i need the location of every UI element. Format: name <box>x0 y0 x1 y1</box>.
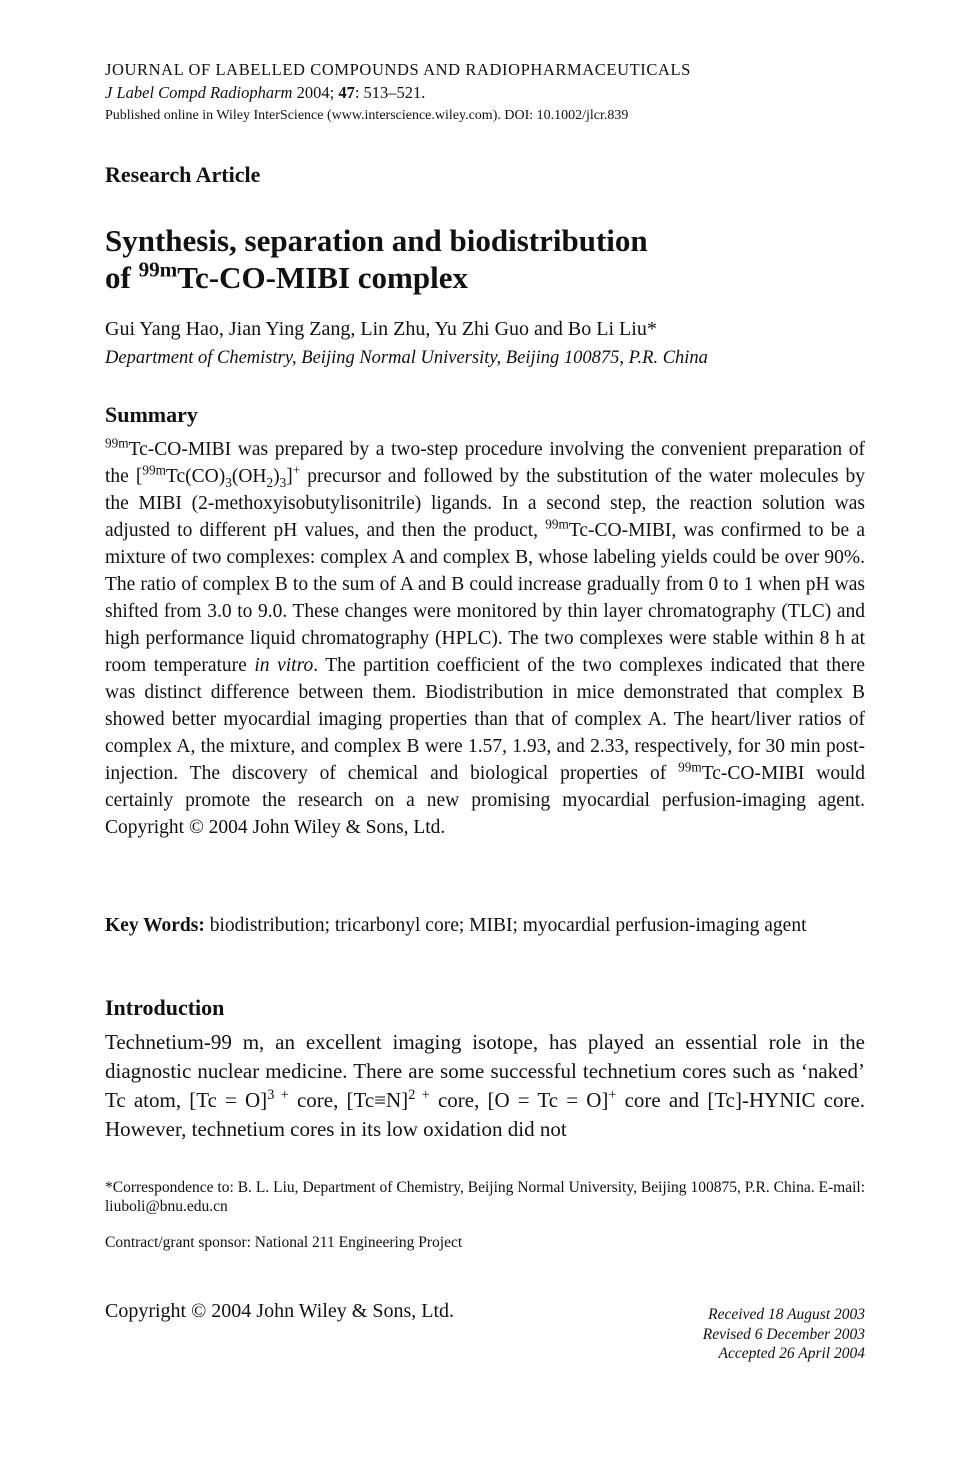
authors: Gui Yang Hao, Jian Ying Zang, Lin Zhu, Yu Zhi Guo and Bo Li Liu* <box>105 318 657 340</box>
title-of: of <box>105 260 131 295</box>
intro-part-3: core, [O = Tc = O] <box>429 1088 609 1112</box>
isotope-sup: 99m <box>678 759 702 775</box>
history-dates <box>560 1305 865 1364</box>
title-rest: Tc-CO-MIBI complex <box>177 260 468 295</box>
article-title <box>105 222 865 296</box>
intro-part-2: core, [Tc≡N] <box>288 1088 409 1112</box>
isotope-sup: 99m <box>142 462 166 478</box>
charge-plus: + <box>292 462 301 478</box>
correspondence-footnote: *Correspondence to: B. L. Liu, Department of Chemistry, Beijing Normal University, Beijing 100875, P.R. China. E-mail: liuboli@bnu.edu.cn <box>105 1179 865 1215</box>
summary-part-1d: ) <box>273 466 280 487</box>
citation-volume: 47 <box>338 83 355 102</box>
summary-part-1b: Tc(CO) <box>165 466 226 487</box>
summary-heading: Summary <box>105 402 198 427</box>
key-words-text: biodistribution; tricarbonyl core; MIBI; myocardial perfusion-imaging agent <box>204 915 807 936</box>
citation-journal: J Label Compd Radiopharm <box>105 83 293 102</box>
summary-part-1e: ] <box>286 466 293 487</box>
revised-date: Revised 6 December 2003 <box>702 1325 865 1343</box>
isotope-sup: 99m <box>545 516 569 532</box>
charge-sup: 3 + <box>267 1087 289 1103</box>
summary-part-1f: precursor and followed by the substitution of the water molecules by the MIBI (2-methoxyisobutylisonitrile) ligands. In a second step, the reaction solution was adjusted to different pH values, and then the product, <box>105 466 865 541</box>
title-isotope: 99m <box>138 257 178 282</box>
introduction-text <box>105 1028 865 1144</box>
key-words <box>105 912 865 940</box>
summary-text <box>105 436 865 841</box>
summary-part-1a: Tc-CO-MIBI was prepared by a two-step procedure involving the convenient preparation of the [ <box>105 439 865 487</box>
summary-part-1c: (OH <box>231 466 267 487</box>
key-words-label: Key Words: <box>105 915 205 936</box>
affiliation: Department of Chemistry, Beijing Normal University, Beijing 100875, P.R. China <box>105 348 708 368</box>
subscript-2: 2 <box>266 474 274 490</box>
citation-pages: : 513–521. <box>354 83 426 102</box>
intro-part-4: core and [Tc]-HYNIC core. However, technetium cores in its low oxidation did not <box>105 1088 866 1141</box>
subscript-3: 3 <box>279 474 287 490</box>
journal-name: JOURNAL OF LABELLED COMPOUNDS AND RADIOPHARMACEUTICALS <box>105 60 691 79</box>
in-vitro: in vitro <box>254 655 314 676</box>
citation-year: 2004; <box>296 83 335 102</box>
introduction-heading: Introduction <box>105 995 225 1020</box>
article-type: Research Article <box>105 162 261 187</box>
citation <box>105 83 865 103</box>
summary-part-3: . The partition coefficient of the two complexes indicated that there was distinct difference between them. Biodistribution in mice demonstrated that complex B showed better myocardial imaging properties than that of complex A. The heart/liver ratios of complex A, the mixture, and complex B were 1.57, 1.93, and 2.33, respectively, for 30 min post-injection. The discovery of chemical and biological properties of <box>105 655 865 784</box>
accepted-date: Accepted 26 April 2004 <box>718 1345 865 1362</box>
footer-copyright: Copyright © 2004 John Wiley & Sons, Ltd. <box>105 1300 455 1322</box>
published-online: Published online in Wiley InterScience (www.interscience.wiley.com). DOI: 10.1002/jlcr.839 <box>105 108 629 123</box>
charge-sup: + <box>608 1087 617 1103</box>
title-line-1: Synthesis, separation and biodistribution <box>105 223 648 258</box>
summary-part-4: Tc-CO-MIBI would certainly promote the research on a new promising myocardial perfusion-imaging agent. Copyright © 2004 John Wiley & Sons, Ltd. <box>105 763 865 838</box>
summary-part-2: Tc-CO-MIBI, was confirmed to be a mixture of two complexes: complex A and complex B, whose labeling yields could be over 90%. The ratio of complex B to the sum of A and B could increase gradually from 0 to 1 when pH was shifted from 3.0 to 9.0. These changes were monitored by thin layer chromatography (TLC) and high performance liquid chromatography (HPLC). The two complexes were stable within 8 h at room temperature <box>105 520 865 676</box>
isotope-sup: 99m <box>105 435 129 451</box>
grant-sponsor: Contract/grant sponsor: National 211 Engineering Project <box>105 1234 463 1251</box>
intro-part-1: Technetium-99 m, an excellent imaging isotope, has played an essential role in the diagnostic nuclear medicine. There are some successful technetium cores such as ‘naked’ Tc atom, [Tc = O] <box>105 1030 865 1112</box>
subscript-3: 3 <box>225 474 232 490</box>
received-date: Received 18 August 2003 <box>708 1306 865 1323</box>
charge-sup: 2 + <box>408 1087 430 1103</box>
